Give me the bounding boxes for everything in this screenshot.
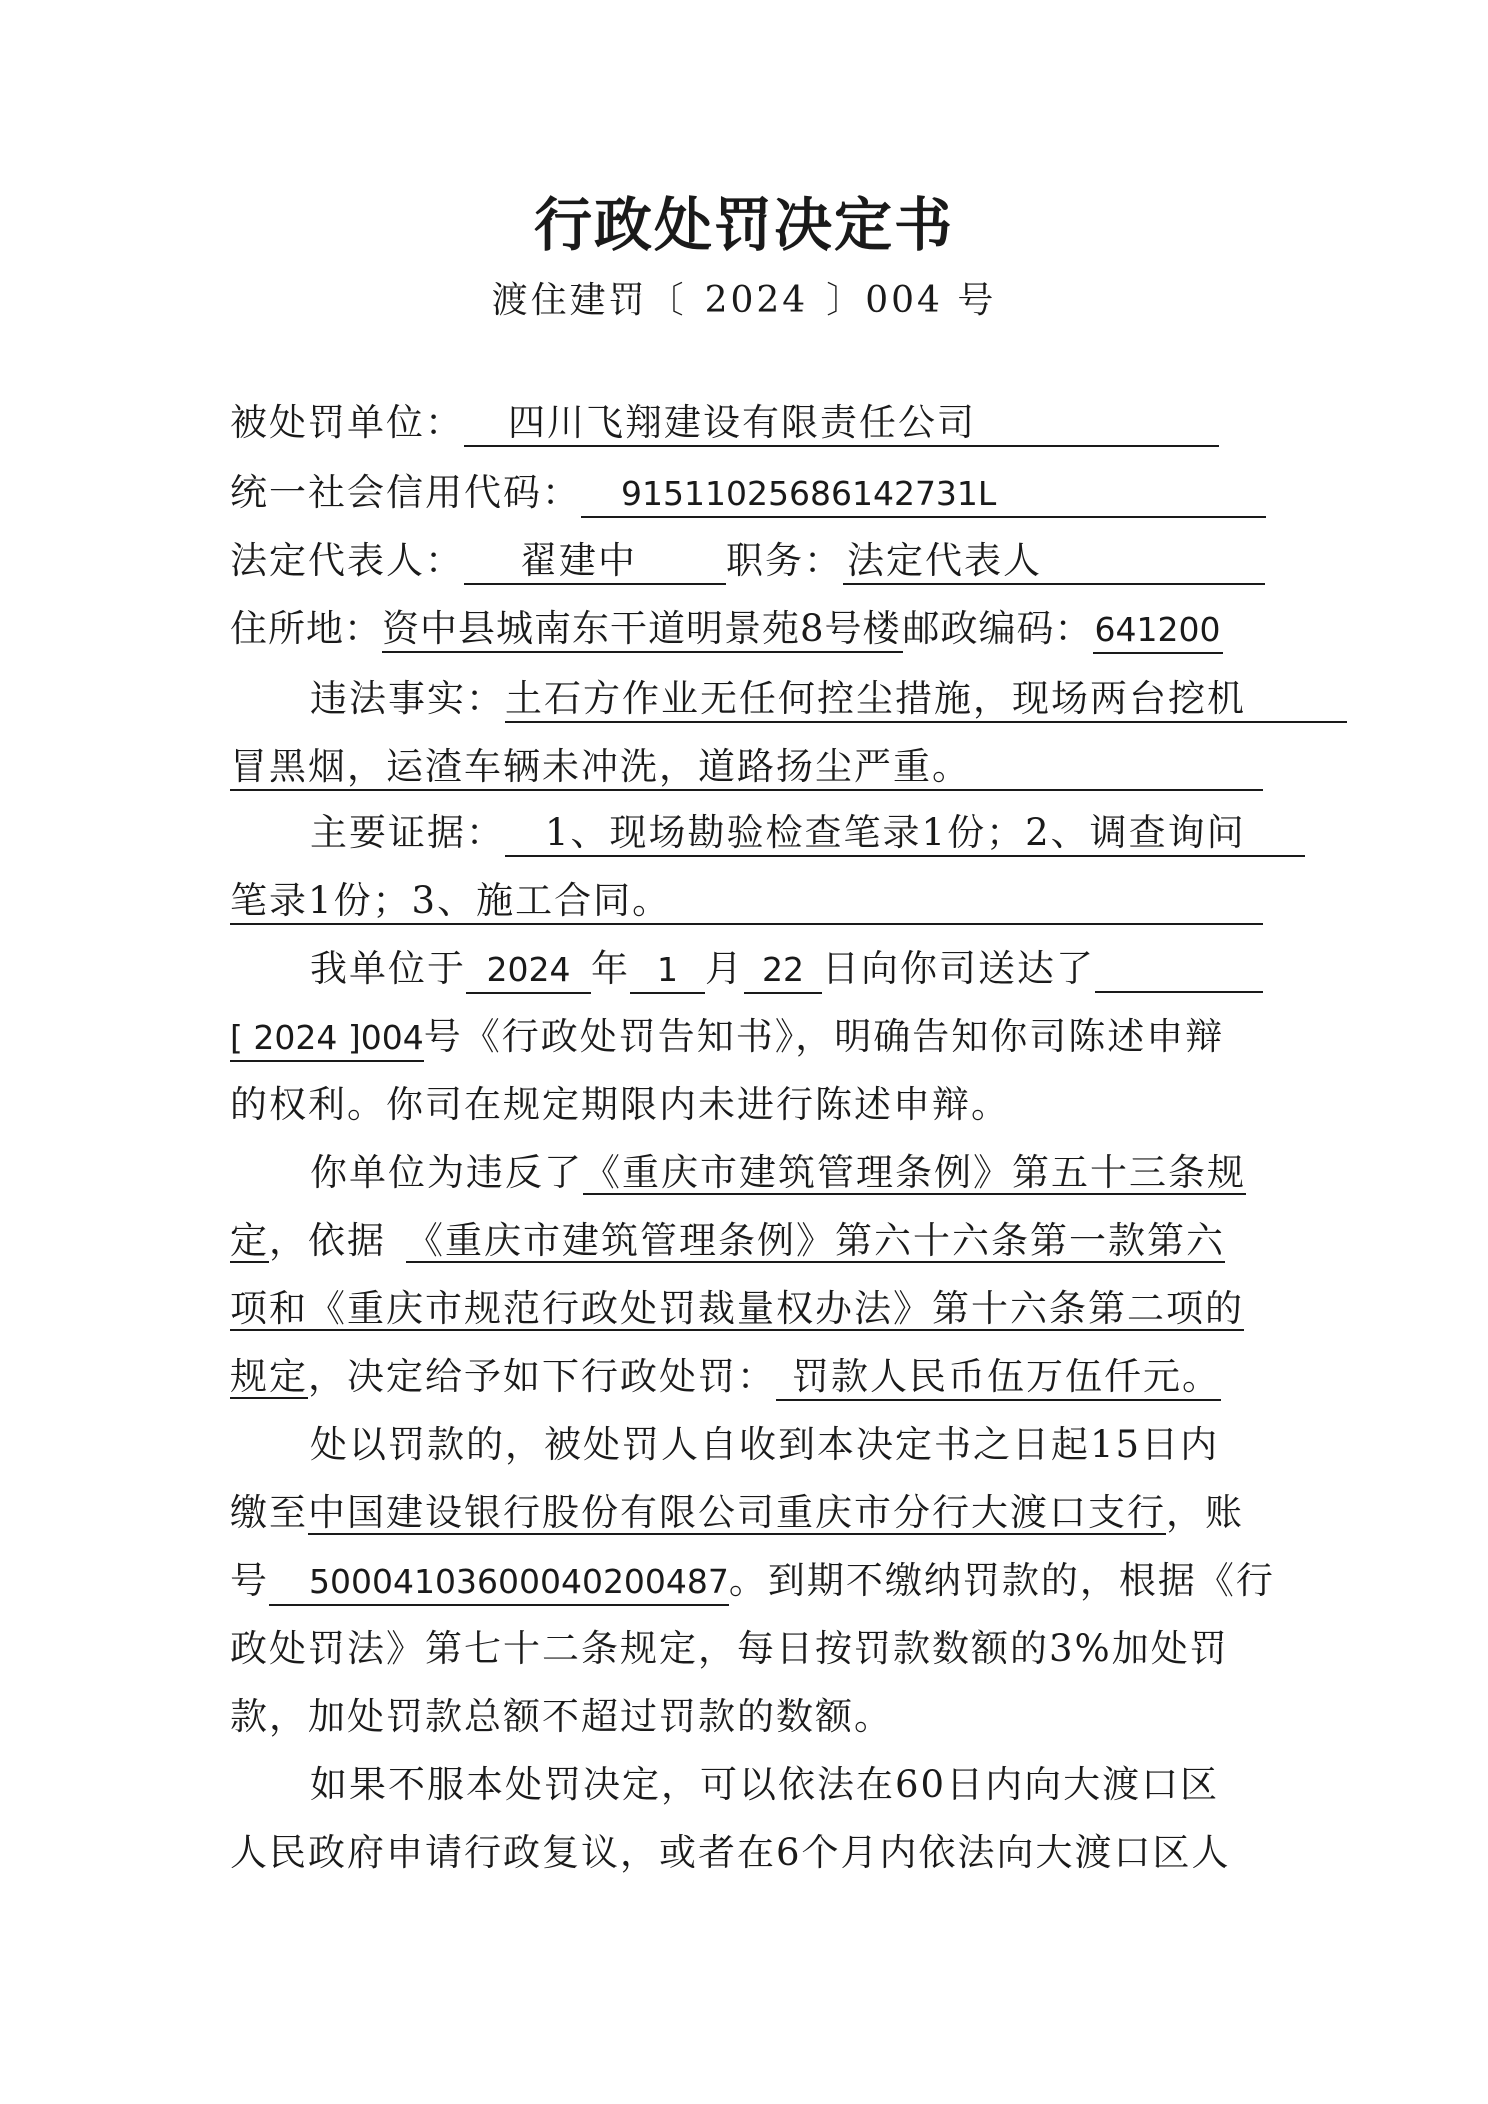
payment-l3-c: 。到期不缴纳罚款的，根据《行 <box>728 1559 1275 1602</box>
address-label: 住所地： <box>230 607 382 650</box>
decision-l4-a: 规定 <box>230 1355 308 1398</box>
appeal-row-2 <box>230 1828 1231 1878</box>
notice-year: 2024 <box>466 948 591 994</box>
payment-l1: 处以罚款的，被处罚人自收到本决定书之日起15日内 <box>310 1423 1220 1466</box>
decision-l4-b: ，决定给予如下行政处罚： <box>308 1355 776 1398</box>
postcode-label: 邮政编码： <box>902 607 1093 650</box>
notice-row-3 <box>230 1080 1010 1130</box>
payment-row-2 <box>230 1488 1244 1538</box>
notice-day: 22 <box>744 948 822 994</box>
postcode-value: 641200 <box>1093 608 1223 654</box>
violation-facts-label: 违法事实： <box>310 677 505 720</box>
position-label: 职务： <box>726 539 843 582</box>
credit-code-label: 统一社会信用代码： <box>230 471 581 514</box>
decision-penalty: 罚款人民币伍万伍仟元。 <box>776 1355 1221 1401</box>
payment-l2-a: 缴至 <box>230 1491 308 1534</box>
evidence-line-1: 1、现场勘验检查笔录1份；2、调查询问 <box>505 811 1305 857</box>
notice-day-text: 日向你司送达了 <box>822 947 1095 990</box>
unit-value: 四川飞翔建设有限责任公司 <box>464 401 1219 447</box>
payment-row-5 <box>230 1692 893 1742</box>
decision-row-4 <box>230 1352 1221 1402</box>
notice-intro: 我单位于 <box>310 947 466 990</box>
decision-l1-a: 你单位为违反了 <box>310 1151 583 1194</box>
payment-l3-a: 号 <box>230 1559 269 1602</box>
doc-number-unit: 号 <box>957 280 997 321</box>
decision-row-2 <box>230 1216 1225 1266</box>
notice-row-1 <box>310 944 1263 994</box>
unit-label: 被处罚单位： <box>230 401 464 444</box>
violation-facts-line-1: 土石方作业无任何控尘措施，现场两台挖机 <box>505 677 1347 723</box>
appeal-row-1 <box>310 1760 1219 1810</box>
decision-row-1 <box>310 1148 1246 1198</box>
evidence-row-2 <box>230 876 1263 926</box>
notice-year-unit: 年 <box>591 947 630 990</box>
address-row <box>230 604 1223 654</box>
doc-number-prefix: 渡住建罚〔 <box>491 280 687 321</box>
legal-rep-row <box>230 536 1265 586</box>
decision-l2-b: ，依据 <box>269 1219 386 1262</box>
payment-row-3 <box>230 1556 1275 1606</box>
legal-rep-value: 翟建中 <box>464 539 726 585</box>
violation-facts-line-2: 冒黑烟，运渣车辆未冲洗，道路扬尘严重。 <box>230 745 1263 791</box>
violation-facts-row-1 <box>310 674 1347 724</box>
legal-rep-label: 法定代表人： <box>230 539 464 582</box>
appeal-l2: 人民政府申请行政复议，或者在6个月内依法向大渡口区人 <box>230 1831 1231 1874</box>
position-value: 法定代表人 <box>843 539 1265 585</box>
decision-row-3 <box>230 1284 1244 1334</box>
payment-bank: 中国建设银行股份有限公司重庆市分行大渡口支行 <box>308 1491 1166 1534</box>
decision-l1-b: 《重庆市建筑管理条例》第五十三条规 <box>583 1151 1246 1194</box>
notice-row-2 <box>230 1012 1224 1062</box>
notice-doc-ref: [ 2024 ]004 <box>230 1016 424 1062</box>
payment-l4: 政处罚法》第七十二条规定，每日按罚款数额的3%加处罚 <box>230 1627 1229 1670</box>
decision-l3: 项和《重庆市规范行政处罚裁量权办法》第十六条第二项的 <box>230 1287 1244 1330</box>
penalized-unit-row <box>230 398 1219 448</box>
doc-number-suffix: 〕004 <box>826 280 943 321</box>
appeal-l1: 如果不服本处罚决定，可以依法在60日内向大渡口区 <box>310 1763 1220 1806</box>
decision-l2-c: 《重庆市建筑管理条例》第六十六条第一款第六 <box>406 1219 1225 1262</box>
evidence-line-2: 笔录1份；3、施工合同。 <box>230 879 1263 925</box>
notice-line-3: 的权利。你司在规定期限内未进行陈述申辩。 <box>230 1083 1010 1126</box>
address-value: 资中县城南东干道明景苑8号楼 <box>382 607 903 653</box>
decision-l2-a: 定 <box>230 1219 269 1262</box>
payment-account: 50004103600040200487 <box>269 1560 729 1606</box>
credit-code-row <box>230 468 1266 518</box>
doc-number-year: 2024 <box>704 280 809 321</box>
payment-row-4 <box>230 1624 1229 1674</box>
notice-line-2: 号《行政处罚告知书》，明确告知你司陈述申辩 <box>423 1015 1225 1058</box>
payment-row-1 <box>310 1420 1219 1470</box>
document-title: 行政处罚决定书 <box>533 191 954 259</box>
notice-month: 1 <box>630 948 705 994</box>
credit-code-value: 91511025686142731L <box>581 472 1266 518</box>
payment-l5: 款，加处罚款总额不超过罚款的数额。 <box>230 1695 893 1738</box>
evidence-row-1 <box>310 808 1305 858</box>
violation-facts-row-2 <box>230 742 1263 792</box>
evidence-label-text: 主要证据： <box>310 811 505 854</box>
payment-l2-c: ，账 <box>1166 1491 1244 1534</box>
notice-month-unit: 月 <box>705 947 744 990</box>
document-number <box>0 272 1488 323</box>
